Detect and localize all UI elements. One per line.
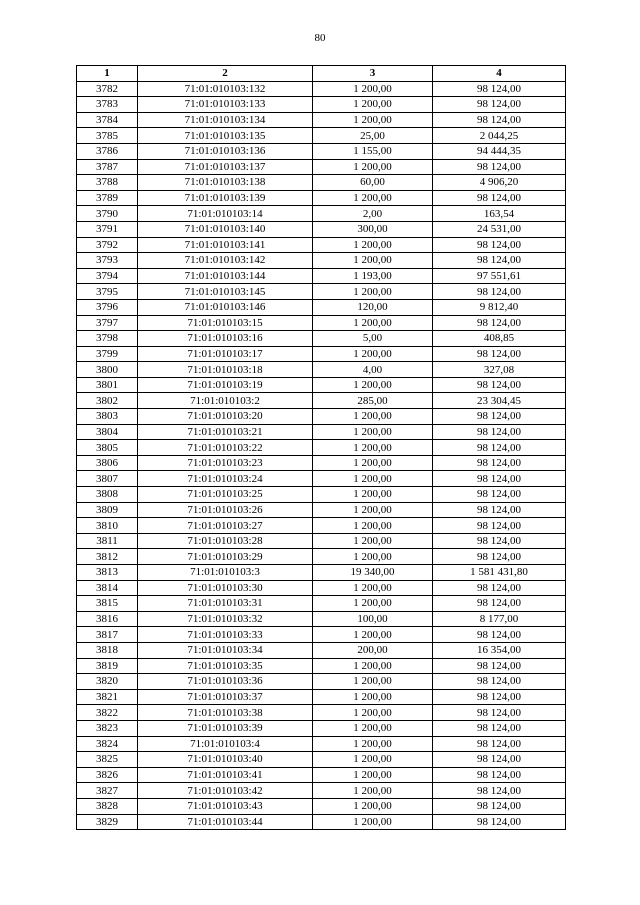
table-cell: 71:01:010103:20 bbox=[138, 409, 313, 425]
table-cell: 71:01:010103:140 bbox=[138, 221, 313, 237]
table-row bbox=[77, 97, 566, 113]
table-cell: 71:01:010103:33 bbox=[138, 627, 313, 643]
table-cell: 3814 bbox=[77, 580, 138, 596]
table-cell: 98 124,00 bbox=[433, 253, 566, 269]
table-cell: 3800 bbox=[77, 362, 138, 378]
table-cell: 2,00 bbox=[313, 206, 433, 222]
table-row bbox=[77, 596, 566, 612]
table-row bbox=[77, 798, 566, 814]
table-cell: 98 124,00 bbox=[433, 767, 566, 783]
table-cell: 1 155,00 bbox=[313, 143, 433, 159]
table-cell: 3822 bbox=[77, 705, 138, 721]
table-cell: 1 200,00 bbox=[313, 424, 433, 440]
table-cell: 98 124,00 bbox=[433, 783, 566, 799]
table-cell: 3808 bbox=[77, 487, 138, 503]
table-cell: 1 200,00 bbox=[313, 658, 433, 674]
table-row bbox=[77, 658, 566, 674]
table-cell: 98 124,00 bbox=[433, 736, 566, 752]
table-cell: 1 200,00 bbox=[313, 315, 433, 331]
table-cell: 5,00 bbox=[313, 331, 433, 347]
table-cell: 1 200,00 bbox=[313, 409, 433, 425]
table-cell: 94 444,35 bbox=[433, 143, 566, 159]
table-row bbox=[77, 284, 566, 300]
table-cell: 71:01:010103:30 bbox=[138, 580, 313, 596]
table-cell: 71:01:010103:3 bbox=[138, 565, 313, 581]
table-cell: 1 200,00 bbox=[313, 346, 433, 362]
table-cell: 71:01:010103:38 bbox=[138, 705, 313, 721]
table-cell: 1 200,00 bbox=[313, 190, 433, 206]
data-table bbox=[76, 65, 566, 830]
table-cell: 71:01:010103:139 bbox=[138, 190, 313, 206]
table-cell: 98 124,00 bbox=[433, 424, 566, 440]
table-row bbox=[77, 752, 566, 768]
table-cell: 23 304,45 bbox=[433, 393, 566, 409]
table-cell: 1 200,00 bbox=[313, 533, 433, 549]
table-cell: 71:01:010103:2 bbox=[138, 393, 313, 409]
table-cell: 71:01:010103:24 bbox=[138, 471, 313, 487]
table-cell: 3811 bbox=[77, 533, 138, 549]
table-cell: 98 124,00 bbox=[433, 627, 566, 643]
table-cell: 3791 bbox=[77, 221, 138, 237]
table-cell: 98 124,00 bbox=[433, 549, 566, 565]
table-cell: 71:01:010103:16 bbox=[138, 331, 313, 347]
table-cell: 3797 bbox=[77, 315, 138, 331]
table-row bbox=[77, 331, 566, 347]
table-cell: 3806 bbox=[77, 455, 138, 471]
table-row bbox=[77, 440, 566, 456]
table-row bbox=[77, 518, 566, 534]
table-cell: 71:01:010103:22 bbox=[138, 440, 313, 456]
table-cell: 71:01:010103:17 bbox=[138, 346, 313, 362]
table-cell: 3809 bbox=[77, 502, 138, 518]
table-row bbox=[77, 642, 566, 658]
table-cell: 3792 bbox=[77, 237, 138, 253]
table-cell: 3798 bbox=[77, 331, 138, 347]
table-cell: 3799 bbox=[77, 346, 138, 362]
table-row bbox=[77, 175, 566, 191]
table-cell: 98 124,00 bbox=[433, 533, 566, 549]
table-cell: 98 124,00 bbox=[433, 658, 566, 674]
table-cell: 98 124,00 bbox=[433, 346, 566, 362]
table-cell: 1 200,00 bbox=[313, 284, 433, 300]
table-row bbox=[77, 409, 566, 425]
table-row bbox=[77, 112, 566, 128]
table-cell: 3807 bbox=[77, 471, 138, 487]
table-cell: 1 581 431,80 bbox=[433, 565, 566, 581]
table-cell: 3826 bbox=[77, 767, 138, 783]
table-row bbox=[77, 674, 566, 690]
table-cell: 1 200,00 bbox=[313, 487, 433, 503]
table-cell: 98 124,00 bbox=[433, 674, 566, 690]
table-cell: 1 200,00 bbox=[313, 720, 433, 736]
table-cell: 3804 bbox=[77, 424, 138, 440]
table-cell: 71:01:010103:138 bbox=[138, 175, 313, 191]
table-row bbox=[77, 424, 566, 440]
table-row bbox=[77, 143, 566, 159]
page-number: 80 bbox=[314, 32, 326, 44]
table-cell: 3793 bbox=[77, 253, 138, 269]
table-cell: 1 200,00 bbox=[313, 674, 433, 690]
table-cell: 71:01:010103:144 bbox=[138, 268, 313, 284]
table-cell: 3782 bbox=[77, 81, 138, 97]
table-cell: 71:01:010103:44 bbox=[138, 814, 313, 830]
table-cell: 3787 bbox=[77, 159, 138, 175]
column-header: 3 bbox=[313, 66, 433, 82]
table-cell: 98 124,00 bbox=[433, 720, 566, 736]
table-cell: 3785 bbox=[77, 128, 138, 144]
table-cell: 24 531,00 bbox=[433, 221, 566, 237]
table-cell: 1 200,00 bbox=[313, 752, 433, 768]
table-cell: 1 200,00 bbox=[313, 689, 433, 705]
table-cell: 1 200,00 bbox=[313, 237, 433, 253]
table-cell: 1 200,00 bbox=[313, 814, 433, 830]
table-cell: 3796 bbox=[77, 299, 138, 315]
table-row bbox=[77, 315, 566, 331]
table-cell: 9 812,40 bbox=[433, 299, 566, 315]
table-cell: 25,00 bbox=[313, 128, 433, 144]
table-row bbox=[77, 362, 566, 378]
table-cell: 98 124,00 bbox=[433, 440, 566, 456]
table-header bbox=[77, 66, 566, 82]
table-cell: 3801 bbox=[77, 377, 138, 393]
table-cell: 98 124,00 bbox=[433, 705, 566, 721]
table-cell: 19 340,00 bbox=[313, 565, 433, 581]
table-cell: 97 551,61 bbox=[433, 268, 566, 284]
table-cell: 120,00 bbox=[313, 299, 433, 315]
table-row bbox=[77, 221, 566, 237]
table-cell: 98 124,00 bbox=[433, 315, 566, 331]
table-cell: 60,00 bbox=[313, 175, 433, 191]
table-cell: 98 124,00 bbox=[433, 518, 566, 534]
table-cell: 71:01:010103:43 bbox=[138, 798, 313, 814]
table-cell: 3783 bbox=[77, 97, 138, 113]
table-row bbox=[77, 565, 566, 581]
table-cell: 3821 bbox=[77, 689, 138, 705]
table-cell: 1 200,00 bbox=[313, 549, 433, 565]
table-row bbox=[77, 393, 566, 409]
table-cell: 300,00 bbox=[313, 221, 433, 237]
table-cell: 1 200,00 bbox=[313, 798, 433, 814]
table-cell: 71:01:010103:23 bbox=[138, 455, 313, 471]
table-cell: 3812 bbox=[77, 549, 138, 565]
table-cell: 3820 bbox=[77, 674, 138, 690]
table-cell: 71:01:010103:132 bbox=[138, 81, 313, 97]
table-cell: 98 124,00 bbox=[433, 798, 566, 814]
table-cell: 71:01:010103:4 bbox=[138, 736, 313, 752]
table-cell: 1 200,00 bbox=[313, 471, 433, 487]
table-cell: 71:01:010103:29 bbox=[138, 549, 313, 565]
table-cell: 71:01:010103:27 bbox=[138, 518, 313, 534]
table-cell: 71:01:010103:133 bbox=[138, 97, 313, 113]
table-cell: 3786 bbox=[77, 143, 138, 159]
table-cell: 8 177,00 bbox=[433, 611, 566, 627]
table-cell: 71:01:010103:42 bbox=[138, 783, 313, 799]
table-cell: 3805 bbox=[77, 440, 138, 456]
table-cell: 71:01:010103:18 bbox=[138, 362, 313, 378]
table-row bbox=[77, 268, 566, 284]
table-row bbox=[77, 720, 566, 736]
table-cell: 3818 bbox=[77, 642, 138, 658]
table-cell: 71:01:010103:134 bbox=[138, 112, 313, 128]
table-cell: 3813 bbox=[77, 565, 138, 581]
table-cell: 1 200,00 bbox=[313, 455, 433, 471]
table-cell: 408,85 bbox=[433, 331, 566, 347]
table-cell: 200,00 bbox=[313, 642, 433, 658]
table-cell: 71:01:010103:141 bbox=[138, 237, 313, 253]
table-row bbox=[77, 206, 566, 222]
table-cell: 3823 bbox=[77, 720, 138, 736]
table-cell: 71:01:010103:37 bbox=[138, 689, 313, 705]
table-cell: 3816 bbox=[77, 611, 138, 627]
table-cell: 98 124,00 bbox=[433, 596, 566, 612]
table-cell: 71:01:010103:32 bbox=[138, 611, 313, 627]
table-row bbox=[77, 128, 566, 144]
table-cell: 1 200,00 bbox=[313, 627, 433, 643]
table-cell: 3788 bbox=[77, 175, 138, 191]
table-cell: 98 124,00 bbox=[433, 752, 566, 768]
table-cell: 3789 bbox=[77, 190, 138, 206]
table-cell: 71:01:010103:135 bbox=[138, 128, 313, 144]
table-cell: 3794 bbox=[77, 268, 138, 284]
table-row bbox=[77, 471, 566, 487]
table-row bbox=[77, 253, 566, 269]
table-cell: 71:01:010103:14 bbox=[138, 206, 313, 222]
table-cell: 1 200,00 bbox=[313, 767, 433, 783]
table-row bbox=[77, 814, 566, 830]
table-cell: 71:01:010103:146 bbox=[138, 299, 313, 315]
table-row bbox=[77, 81, 566, 97]
column-header: 4 bbox=[433, 66, 566, 82]
table-cell: 1 200,00 bbox=[313, 159, 433, 175]
table-row bbox=[77, 455, 566, 471]
table-row bbox=[77, 487, 566, 503]
table-cell: 1 193,00 bbox=[313, 268, 433, 284]
table-cell: 71:01:010103:25 bbox=[138, 487, 313, 503]
table-row bbox=[77, 689, 566, 705]
table-cell: 3819 bbox=[77, 658, 138, 674]
table-cell: 1 200,00 bbox=[313, 736, 433, 752]
table-cell: 71:01:010103:31 bbox=[138, 596, 313, 612]
table-row bbox=[77, 736, 566, 752]
table-cell: 1 200,00 bbox=[313, 253, 433, 269]
table-row bbox=[77, 580, 566, 596]
table-row bbox=[77, 377, 566, 393]
table-row bbox=[77, 767, 566, 783]
table-cell: 4 906,20 bbox=[433, 175, 566, 191]
table-cell: 98 124,00 bbox=[433, 487, 566, 503]
table-cell: 3829 bbox=[77, 814, 138, 830]
table-cell: 4,00 bbox=[313, 362, 433, 378]
table-row bbox=[77, 627, 566, 643]
table-row bbox=[77, 346, 566, 362]
table-row bbox=[77, 783, 566, 799]
table-row bbox=[77, 299, 566, 315]
table-cell: 163,54 bbox=[433, 206, 566, 222]
table-cell: 71:01:010103:15 bbox=[138, 315, 313, 331]
table-cell: 1 200,00 bbox=[313, 580, 433, 596]
table-cell: 3790 bbox=[77, 206, 138, 222]
table-cell: 1 200,00 bbox=[313, 783, 433, 799]
table-cell: 2 044,25 bbox=[433, 128, 566, 144]
table-cell: 71:01:010103:28 bbox=[138, 533, 313, 549]
table-cell: 3827 bbox=[77, 783, 138, 799]
table-cell: 3824 bbox=[77, 736, 138, 752]
table-cell: 285,00 bbox=[313, 393, 433, 409]
table-cell: 71:01:010103:34 bbox=[138, 642, 313, 658]
table-cell: 71:01:010103:26 bbox=[138, 502, 313, 518]
table-cell: 1 200,00 bbox=[313, 705, 433, 721]
table-body bbox=[77, 81, 566, 830]
table-cell: 1 200,00 bbox=[313, 112, 433, 128]
table-cell: 98 124,00 bbox=[433, 159, 566, 175]
table-cell: 1 200,00 bbox=[313, 502, 433, 518]
table-cell: 1 200,00 bbox=[313, 440, 433, 456]
column-header: 2 bbox=[138, 66, 313, 82]
table-row bbox=[77, 705, 566, 721]
table-cell: 1 200,00 bbox=[313, 518, 433, 534]
table-cell: 71:01:010103:35 bbox=[138, 658, 313, 674]
table-cell: 100,00 bbox=[313, 611, 433, 627]
table-cell: 98 124,00 bbox=[433, 97, 566, 113]
table-cell: 71:01:010103:145 bbox=[138, 284, 313, 300]
table-cell: 98 124,00 bbox=[433, 284, 566, 300]
table-row bbox=[77, 237, 566, 253]
table-cell: 1 200,00 bbox=[313, 97, 433, 113]
table-cell: 98 124,00 bbox=[433, 81, 566, 97]
table-cell: 1 200,00 bbox=[313, 377, 433, 393]
column-header: 1 bbox=[77, 66, 138, 82]
table-cell: 98 124,00 bbox=[433, 580, 566, 596]
table-cell: 71:01:010103:19 bbox=[138, 377, 313, 393]
table-cell: 71:01:010103:21 bbox=[138, 424, 313, 440]
table-cell: 3795 bbox=[77, 284, 138, 300]
table-cell: 98 124,00 bbox=[433, 377, 566, 393]
table-cell: 3784 bbox=[77, 112, 138, 128]
table-cell: 98 124,00 bbox=[433, 190, 566, 206]
table-row bbox=[77, 549, 566, 565]
table-cell: 98 124,00 bbox=[433, 455, 566, 471]
table-cell: 16 354,00 bbox=[433, 642, 566, 658]
table-cell: 3825 bbox=[77, 752, 138, 768]
table-row bbox=[77, 611, 566, 627]
table-cell: 3817 bbox=[77, 627, 138, 643]
table-cell: 71:01:010103:39 bbox=[138, 720, 313, 736]
table-row bbox=[77, 533, 566, 549]
table-cell: 327,08 bbox=[433, 362, 566, 378]
table-cell: 3815 bbox=[77, 596, 138, 612]
table-cell: 3803 bbox=[77, 409, 138, 425]
table-cell: 71:01:010103:137 bbox=[138, 159, 313, 175]
table-cell: 71:01:010103:40 bbox=[138, 752, 313, 768]
table-cell: 98 124,00 bbox=[433, 409, 566, 425]
table-cell: 71:01:010103:136 bbox=[138, 143, 313, 159]
table-cell: 1 200,00 bbox=[313, 81, 433, 97]
table-cell: 98 124,00 bbox=[433, 471, 566, 487]
table-cell: 98 124,00 bbox=[433, 237, 566, 253]
table-cell: 71:01:010103:41 bbox=[138, 767, 313, 783]
table-cell: 98 124,00 bbox=[433, 814, 566, 830]
table-cell: 71:01:010103:142 bbox=[138, 253, 313, 269]
header-row bbox=[77, 66, 566, 82]
table-cell: 98 124,00 bbox=[433, 502, 566, 518]
table-cell: 1 200,00 bbox=[313, 596, 433, 612]
table-cell: 98 124,00 bbox=[433, 689, 566, 705]
table-cell: 71:01:010103:36 bbox=[138, 674, 313, 690]
table-row bbox=[77, 190, 566, 206]
table-cell: 3810 bbox=[77, 518, 138, 534]
table-cell: 3828 bbox=[77, 798, 138, 814]
table-row bbox=[77, 159, 566, 175]
table-cell: 3802 bbox=[77, 393, 138, 409]
table-row bbox=[77, 502, 566, 518]
table-cell: 98 124,00 bbox=[433, 112, 566, 128]
